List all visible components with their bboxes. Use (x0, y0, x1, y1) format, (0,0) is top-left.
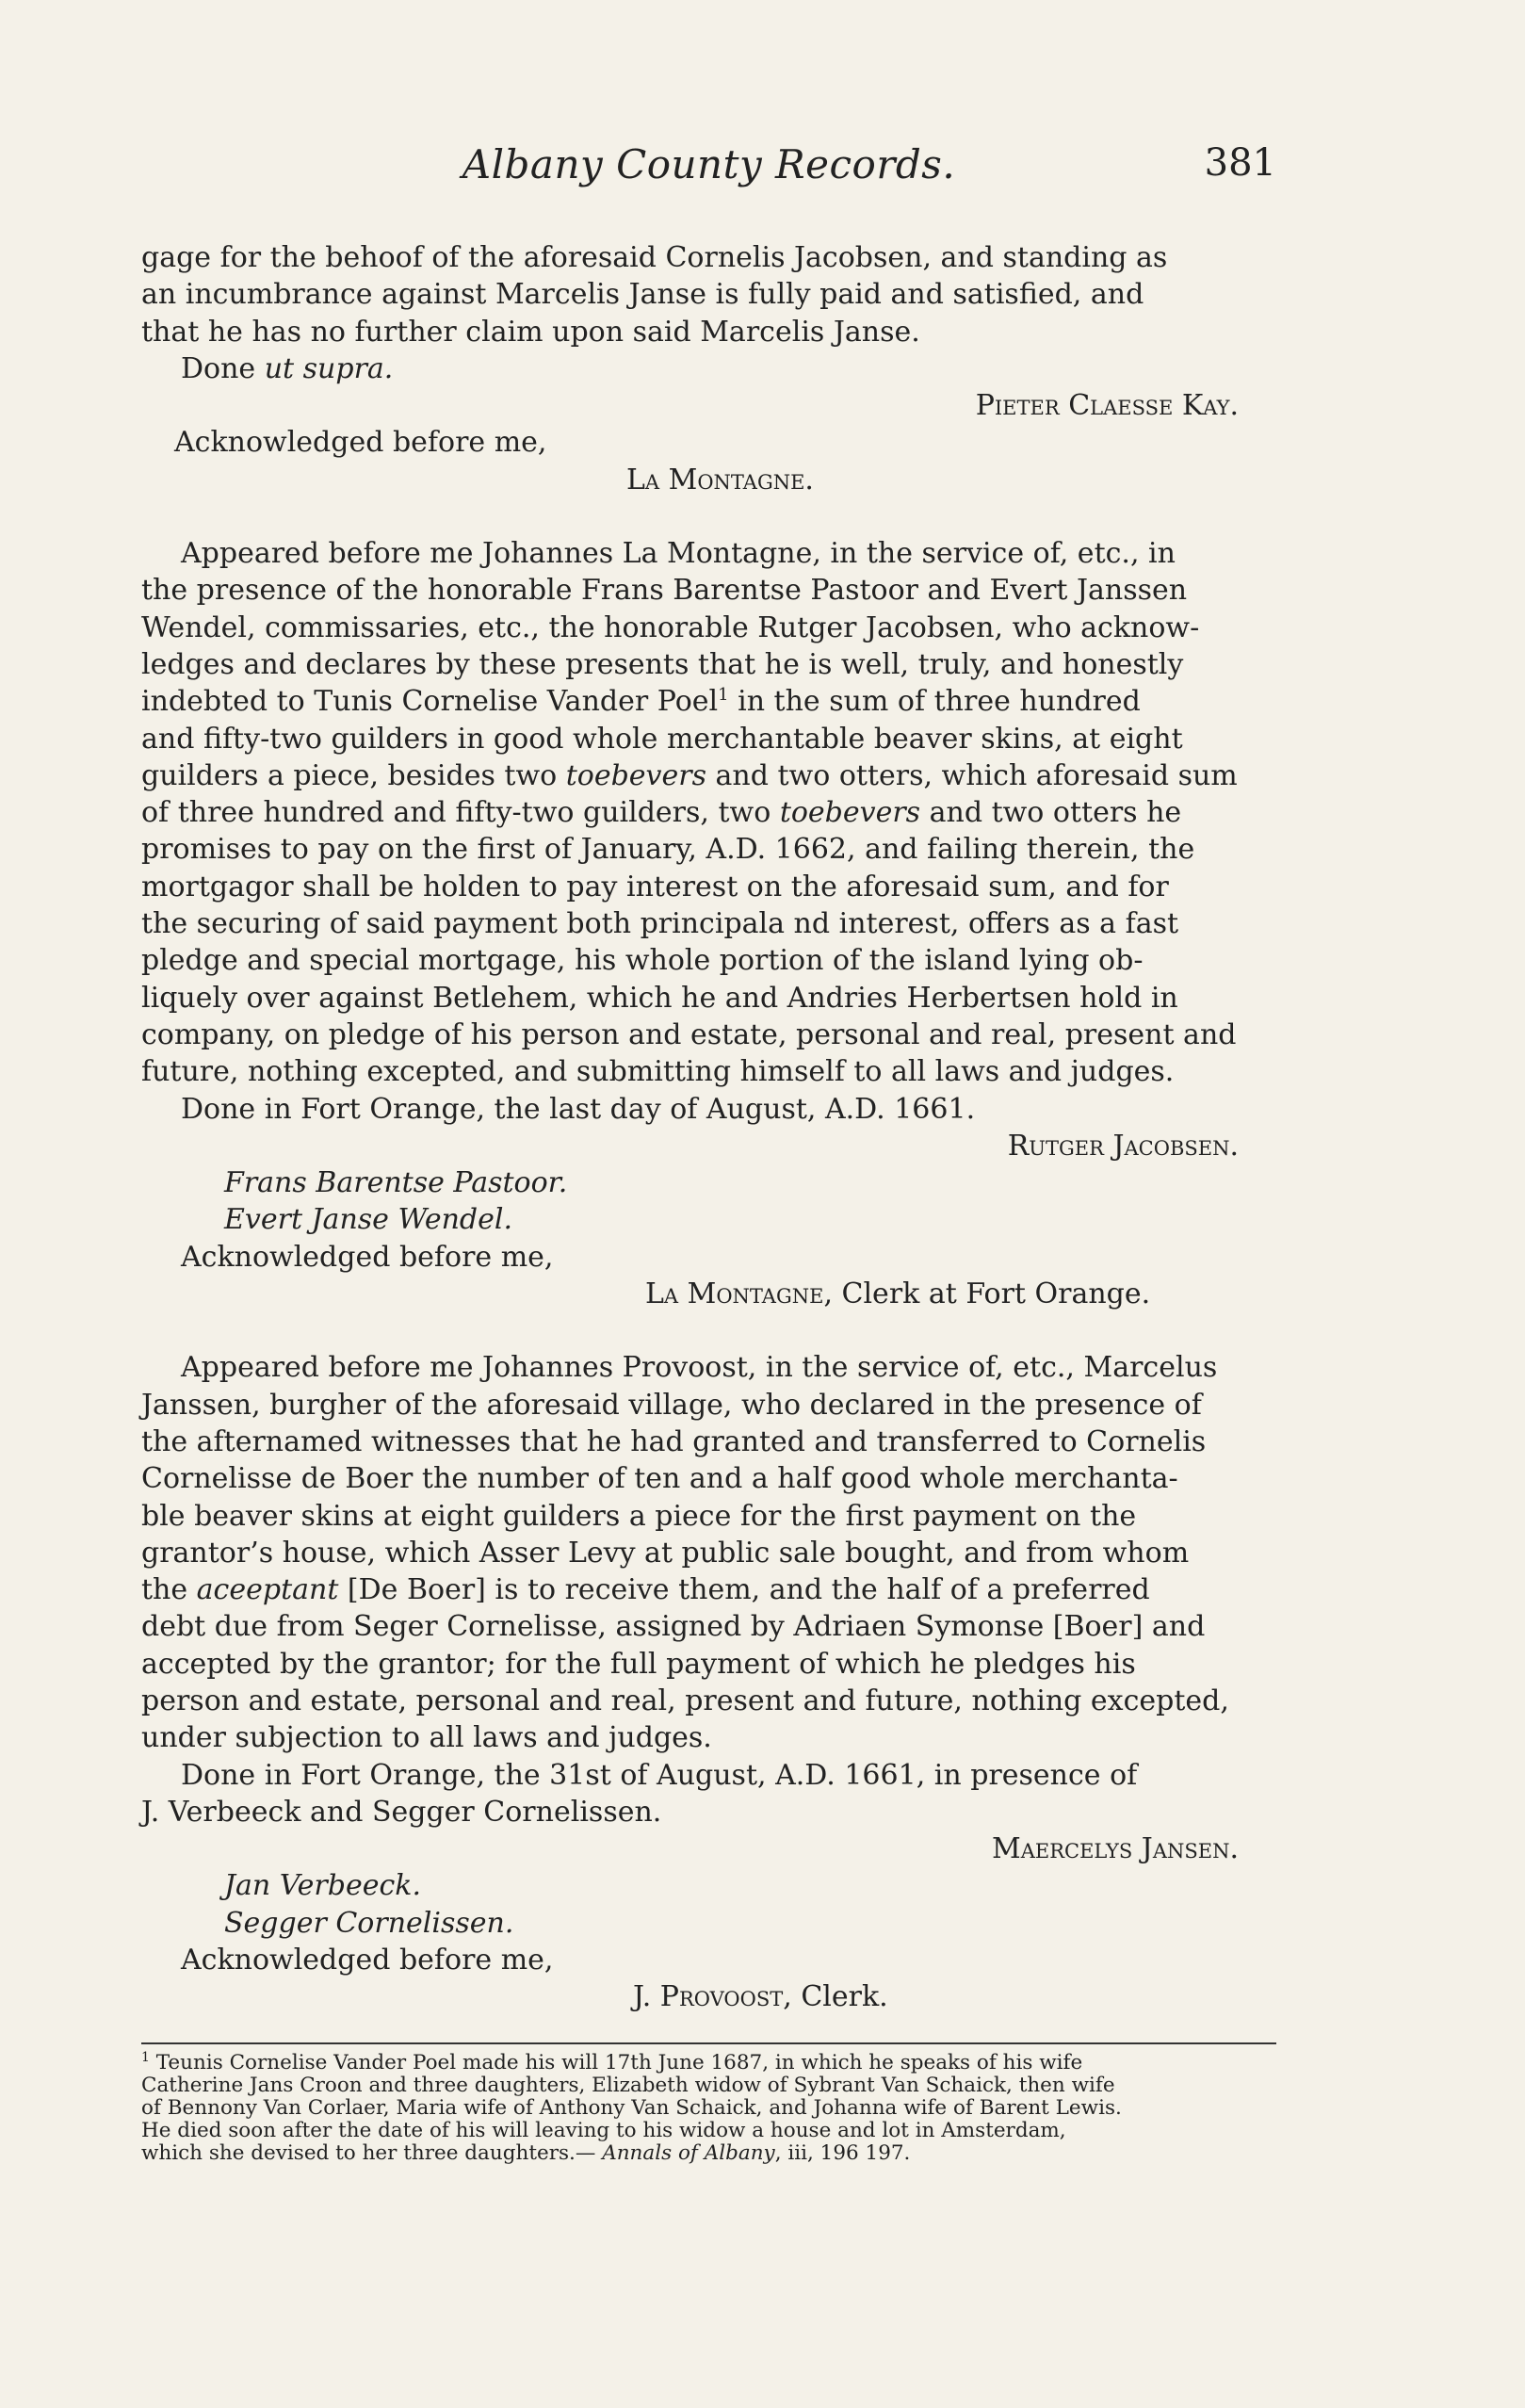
text-line: ledges and declares by these presents that he is well, truly, and honestly (141, 647, 1184, 681)
done-line (141, 350, 1276, 387)
text-line: gage for the behoof of the aforesaid Cornelis Jacobsen, and standing as (141, 241, 1168, 274)
done-line: J. Verbeeck and Segger Cornelissen. (141, 1795, 662, 1829)
acknowledgment: Acknowledged before me, (181, 1240, 554, 1274)
text-fragment: indebted to Tunis Cornelise Vander Poel (141, 685, 719, 719)
footnote-divider (141, 2042, 1276, 2044)
citation-title: Annals of Albany (602, 2140, 775, 2165)
text-line: and fifty-two guilders in good whole merchantable beaver skins, at eight (141, 722, 1183, 756)
running-title: Albany County Records. (462, 141, 956, 187)
done-italic: ut supra. (264, 351, 394, 385)
text-line: the securing of said payment both principala nd interest, offers as a fast (141, 907, 1179, 941)
text-fragment: and two otters he (920, 796, 1182, 830)
signature: Pieter Claesse Kay. (975, 389, 1239, 423)
clerk-signature (645, 1276, 1276, 1312)
text-line: Wendel, commissaries, etc., the honorable Rutger Jacobsen, who acknow- (141, 610, 1200, 644)
text-line: ble beaver skins at eight guilders a piece for the first payment on the (141, 1499, 1137, 1533)
clerk-title: , Clerk. (783, 1980, 888, 2014)
acknowledgment: Acknowledged before me, (181, 1944, 554, 1977)
text-fragment: guilders a piece, besides two (141, 758, 566, 792)
text-line: an incumbrance against Marcelis Janse is fully paid and satisfied, and (141, 278, 1144, 312)
text-fragment: the (141, 1573, 197, 1607)
record-block-1 (141, 239, 1276, 498)
done-line: Done in Fort Orange, the last day of August, A.D. 1661. (181, 1092, 976, 1126)
signature: Rutger Jacobsen. (1007, 1129, 1239, 1163)
text-fragment: and two otters, which aforesaid sum (706, 758, 1238, 792)
text-line: under subjection to all laws and judges. (141, 1721, 712, 1755)
text-line: promises to pay on the first of January, A.D. 1662, and failing therein, the (141, 833, 1195, 867)
record-block-3 (141, 1349, 1276, 2015)
footnote-line: He died soon after the date of his will leaving to his widow a house and lot in Amsterdam, (141, 2118, 1066, 2142)
done-line: Done in Fort Orange, the 31st of August, A.D. 1661, in presence of (181, 1758, 1138, 1792)
text-line: person and estate, personal and real, present and future, nothing excepted, (141, 1684, 1229, 1717)
text-line (141, 794, 1276, 831)
text-line: that he has no further claim upon said Marcelis Janse. (141, 315, 920, 349)
text-fragment: in the sum of three hundred (728, 685, 1141, 719)
italic-term: toebevers (779, 796, 921, 830)
footnote-marker: 1 (141, 2049, 150, 2065)
text-line: company, on pledge of his person and estate, personal and real, present and (141, 1017, 1237, 1051)
italic-term: toebevers (565, 758, 706, 792)
text-line (141, 1571, 1276, 1608)
text-line: debt due from Seger Cornelisse, assigned by Adriaen Symonse [Boer] and (141, 1610, 1206, 1644)
done-prefix: Done (181, 351, 265, 385)
text-line: accepted by the grantor; for the full payment of which he pledges his (141, 1647, 1136, 1681)
text-line (141, 757, 1276, 794)
footnote-line: of Bennony Van Corlaer, Maria wife of Anthony Van Schaick, and Johanna wife of Barent Lewis. (141, 2095, 1122, 2120)
text-line: the afternamed witnesses that he had granted and transferred to Cornelis (141, 1424, 1207, 1458)
text-line: Cornelisse de Boer the number of ten and a half good whole merchanta- (141, 1462, 1178, 1496)
footnote-line (141, 2142, 1276, 2165)
text-line: the presence of the honorable Frans Barentse Pastoor and Evert Janssen (141, 574, 1188, 608)
text-line (141, 683, 1276, 720)
text-line: Appeared before me Johannes La Montagne, in the service of, etc., in (181, 537, 1176, 571)
text-line: liquely over against Betlehem, which he and Andries Herbertsen hold in (141, 981, 1178, 1015)
text-fragment: [De Boer] is to receive them, and the half of a preferred (338, 1573, 1150, 1607)
witness-2: Evert Janse Wendel. (224, 1203, 513, 1237)
clerk-name: La Montagne (645, 1277, 824, 1311)
text-fragment: of three hundred and fifty-two guilders, two (141, 796, 780, 830)
witness-1: Jan Verbeeck. (224, 1869, 422, 1903)
text-line: Janssen, burgher of the aforesaid village, who declared in the presence of (141, 1388, 1202, 1422)
document-page (141, 141, 1276, 2165)
footnote (141, 2049, 1276, 2165)
clerk-signature (633, 1978, 1276, 2015)
clerk-signature: La Montagne. (626, 463, 814, 496)
text-fragment: Teunis Cornelise Vander Poel made his will 17th June 1687, in which he speaks of his wife (149, 2050, 1083, 2074)
page-number: 381 (1204, 141, 1276, 185)
text-fragment: , iii, 196 197. (774, 2140, 911, 2165)
signature: Maercelys Jansen. (991, 1832, 1239, 1866)
text-line: Appeared before me Johannes Provoost, in the service of, etc., Marcelus (181, 1351, 1218, 1385)
running-head (141, 141, 1276, 196)
witness-1: Frans Barentse Pastoor. (224, 1166, 568, 1200)
clerk-name: J. Provoost (633, 1980, 784, 2014)
clerk-title: , Clerk at Fort Orange. (823, 1277, 1151, 1311)
text-line: grantor’s house, which Asser Levy at public sale bought, and from whom (141, 1536, 1190, 1570)
text-line: future, nothing excepted, and submitting himself to all laws and judges. (141, 1055, 1175, 1089)
text-line: mortgagor shall be holden to pay interest on the aforesaid sum, and for (141, 870, 1169, 903)
footnote-line: Catherine Jans Croon and three daughters, Elizabeth widow of Sybrant Van Schaick, then wife (141, 2073, 1115, 2097)
record-block-2 (141, 535, 1276, 1312)
acknowledgment: Acknowledged before me, (174, 426, 547, 460)
footnote-line (141, 2049, 1276, 2074)
text-line: pledge and special mortgage, his whole portion of the island lying ob- (141, 944, 1144, 978)
italic-term: aceeptant (196, 1573, 339, 1607)
text-fragment: which she devised to her three daughters.— (141, 2140, 603, 2165)
witness-2: Segger Cornelissen. (224, 1906, 514, 1940)
footnote-marker: 1 (718, 685, 729, 706)
